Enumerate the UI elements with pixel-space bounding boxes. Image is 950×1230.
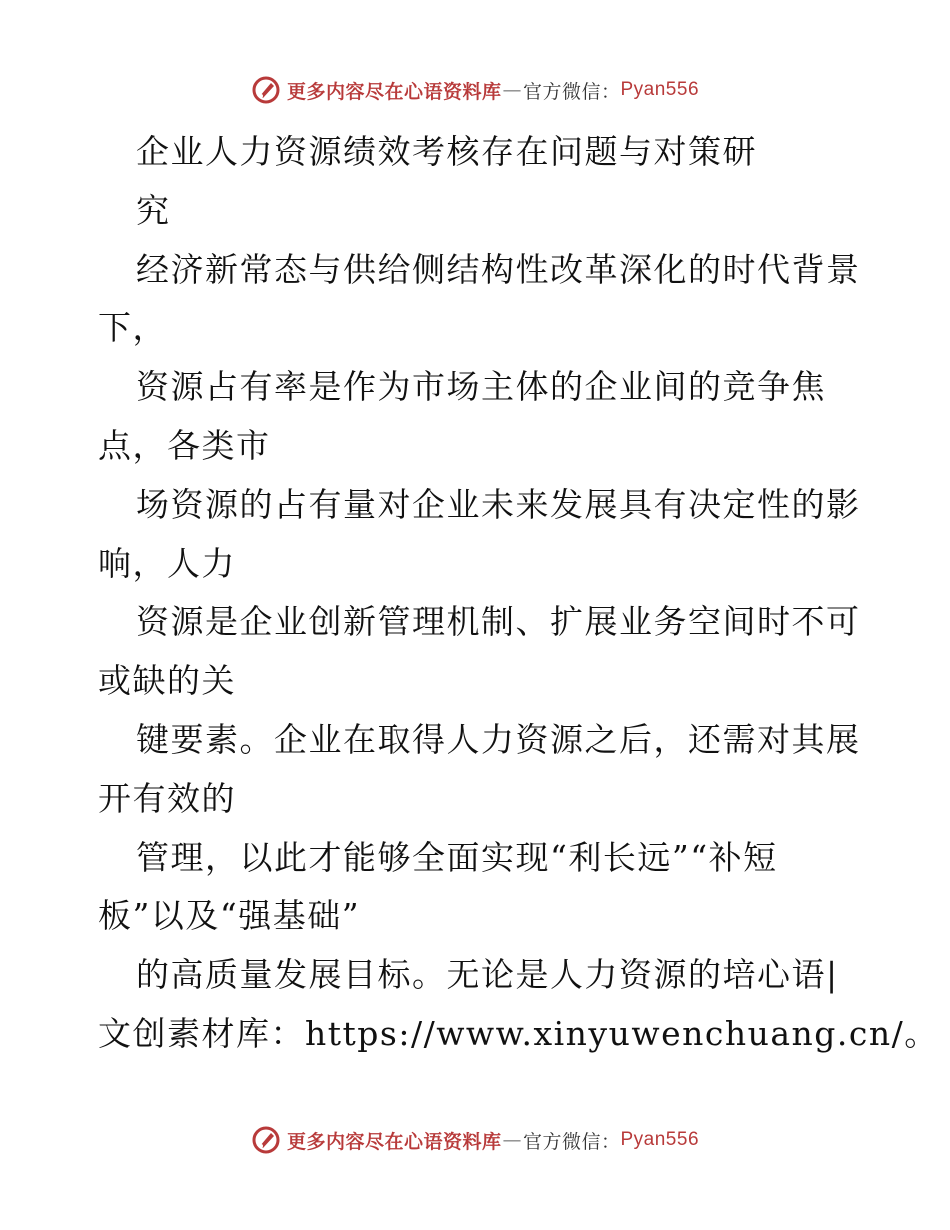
- text-line: 资源占有率是作为市场主体的企业间的竞争焦: [136, 367, 826, 407]
- text-line: 板”以及“强基础”: [98, 896, 361, 936]
- banner-site-text: 更多内容尽在心语资料库: [286, 1130, 502, 1153]
- footer-banner: [0, 1120, 950, 1160]
- text-line: 的高质量发展目标。无论是人力资源的培心语|: [136, 955, 839, 995]
- document-body: [98, 123, 939, 1064]
- text-line: 场资源的占有量对企业未来发展具有决定性的影: [136, 484, 861, 524]
- text-line: 开有效的: [98, 778, 236, 818]
- header-banner: [0, 70, 950, 110]
- banner-wechat-label: 官方微信：: [522, 80, 621, 103]
- text-line: 企业人力资源绩效考核存在问题与对策研: [136, 132, 757, 171]
- text-line: 经济新常态与供给侧结构性改革深化的时代背景: [136, 249, 861, 289]
- text-line: 管理，以此才能够全面实现“利长远”“补短: [136, 837, 778, 877]
- text-line: 响，人力: [98, 543, 236, 583]
- text-line: 究: [136, 190, 171, 230]
- text-line: 点，各类市: [98, 425, 271, 465]
- banner-separator: —: [502, 79, 522, 101]
- banner-wechat-label: 官方微信：: [522, 1130, 621, 1153]
- pen-logo-icon: [251, 1125, 281, 1155]
- pen-logo-icon: [251, 75, 281, 105]
- text-line: 文创素材库：https://www.xinyuwenchuang.cn/。: [98, 1013, 939, 1053]
- banner-wechat-id: Pyan556: [620, 1129, 700, 1150]
- banner-separator: —: [502, 1129, 522, 1151]
- text-line: 或缺的关: [98, 661, 236, 701]
- banner-site-text: 更多内容尽在心语资料库: [286, 80, 502, 103]
- banner-wechat-id: Pyan556: [620, 79, 700, 100]
- text-line: 资源是企业创新管理机制、扩展业务空间时不可: [136, 602, 861, 642]
- text-line: 键要素。企业在取得人力资源之后，还需对其展: [136, 719, 861, 759]
- text-line: 下，: [98, 308, 167, 348]
